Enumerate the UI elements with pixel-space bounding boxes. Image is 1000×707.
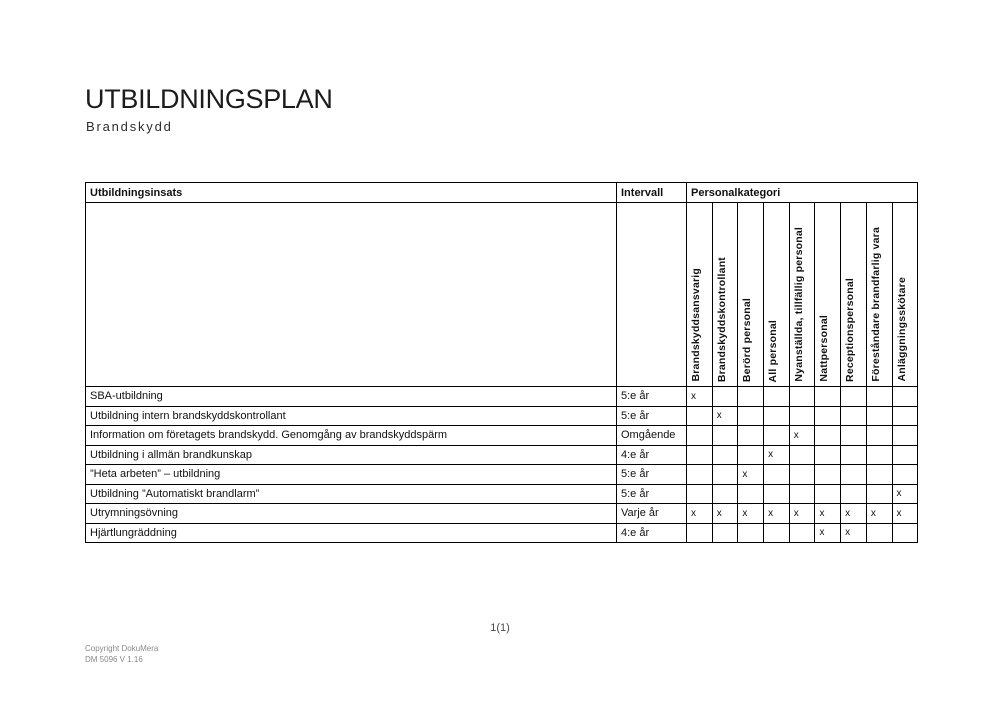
table-row [86,523,918,543]
training-activity: SBA-utbildning [86,387,617,407]
category-mark: x [841,504,867,524]
category-mark-empty [712,484,738,504]
footer [85,643,158,665]
interval-value: 4:e år [617,523,687,543]
category-mark-empty [789,484,815,504]
page-title: UTBILDNINGSPLAN [85,84,333,114]
category-mark-empty [712,523,738,543]
category-mark-empty [815,445,841,465]
category-mark-empty [738,523,764,543]
category-mark: x [789,426,815,446]
category-label: Brandskyddskontrollant [715,256,728,382]
category-label: Receptionspersonal [844,278,857,382]
category-mark-empty [789,445,815,465]
header-utbildningsinsats: Utbildningsinsats [86,183,617,203]
category-mark-empty [789,387,815,407]
category-label: Berörd personal [741,297,754,382]
category-mark-empty [866,465,892,485]
category-header [892,203,918,387]
category-mark-empty [687,406,713,426]
category-header [815,203,841,387]
category-mark-empty [815,426,841,446]
category-mark-empty [841,445,867,465]
category-label: Nyanställda, tillfällig personal [792,227,805,382]
training-activity: Utbildning i allmän brandkunskap [86,445,617,465]
page-subtitle: Brandskydd [86,119,173,134]
training-activity: Hjärtlungräddning [86,523,617,543]
category-mark-empty [712,465,738,485]
category-mark-empty [712,387,738,407]
category-label: Anläggningsskötare [895,277,908,382]
interval-value: 5:e år [617,387,687,407]
table-row [86,426,918,446]
interval-value: 5:e år [617,465,687,485]
category-mark: x [892,484,918,504]
category-mark-empty [764,523,790,543]
category-mark-empty [687,426,713,446]
category-mark-empty [866,484,892,504]
category-mark: x [892,504,918,524]
category-mark-empty [687,484,713,504]
category-mark-empty [764,426,790,446]
footer-doc-id: DM 5096 V 1.16 [85,655,143,664]
category-mark-empty [841,406,867,426]
category-label: Brandskyddsansvarig [690,268,702,382]
category-mark-empty [712,445,738,465]
table-row [86,465,918,485]
category-mark: x [841,523,867,543]
category-mark-empty [892,387,918,407]
category-mark-empty [738,445,764,465]
category-mark-empty [866,406,892,426]
category-label: Nattpersonal [818,315,831,382]
category-header [866,203,892,387]
category-mark-empty [892,465,918,485]
interval-value: 4:e år [617,445,687,465]
category-header [764,203,790,387]
category-mark-empty [815,465,841,485]
category-mark-empty [815,484,841,504]
category-mark-empty [738,387,764,407]
interval-value: 5:e år [617,406,687,426]
category-mark-empty [892,445,918,465]
category-mark-empty [738,426,764,446]
training-plan-table [85,182,918,543]
table-header-row [86,183,918,203]
training-activity: ”Heta arbeten” – utbildning [86,465,617,485]
table-row [86,445,918,465]
category-header [841,203,867,387]
category-mark: x [815,523,841,543]
category-mark-empty [712,426,738,446]
header-personalkategori: Personalkategori [687,183,918,203]
table-body [86,387,918,543]
header-intervall: Intervall [617,183,687,203]
category-mark-empty [841,465,867,485]
category-mark: x [815,504,841,524]
category-mark: x [712,504,738,524]
category-mark-empty [841,426,867,446]
category-mark-empty [866,387,892,407]
empty-cell [617,203,687,387]
training-activity: Utbildning intern brandskyddskontrollant [86,406,617,426]
category-mark-empty [841,387,867,407]
category-mark-empty [789,465,815,485]
category-mark: x [687,387,713,407]
page-number: 1(1) [490,622,510,634]
category-mark: x [789,504,815,524]
interval-value: Varje år [617,504,687,524]
category-mark: x [764,445,790,465]
category-header [789,203,815,387]
category-mark-empty [866,426,892,446]
interval-value: 5:e år [617,484,687,504]
category-header [712,203,738,387]
category-mark: x [687,504,713,524]
footer-copyright: Copyright DokuMera [85,644,159,653]
category-mark-empty [892,523,918,543]
category-mark-empty [892,406,918,426]
training-activity: Utrymningsövning [86,504,617,524]
table-row [86,484,918,504]
category-mark-empty [892,426,918,446]
category-mark-empty [815,387,841,407]
category-mark-empty [866,523,892,543]
category-mark: x [866,504,892,524]
category-mark-empty [687,465,713,485]
category-mark-empty [789,523,815,543]
category-mark-empty [764,484,790,504]
interval-value: Omgående [617,426,687,446]
training-activity: Utbildning ”Automatiskt brandlarm” [86,484,617,504]
training-activity: Information om företagets brandskydd. Genomgång av brandskyddspärm [86,426,617,446]
category-mark-empty [866,445,892,465]
category-mark-empty [687,445,713,465]
category-label: All personal [767,319,780,382]
category-mark-empty [764,387,790,407]
category-header-row [86,203,918,387]
category-mark-empty [764,465,790,485]
empty-cell [86,203,617,387]
category-mark-empty [841,484,867,504]
category-mark-empty [738,484,764,504]
table-row [86,406,918,426]
category-mark-empty [815,406,841,426]
category-header [687,203,713,387]
table-row [86,387,918,407]
category-mark-empty [738,406,764,426]
category-mark-empty [687,523,713,543]
category-mark: x [738,465,764,485]
category-label: Föreståndare brandfarlig vara [869,227,882,382]
category-header [738,203,764,387]
table-row [86,504,918,524]
category-mark: x [764,504,790,524]
category-mark-empty [789,406,815,426]
category-mark-empty [764,406,790,426]
category-mark: x [738,504,764,524]
category-mark: x [712,406,738,426]
